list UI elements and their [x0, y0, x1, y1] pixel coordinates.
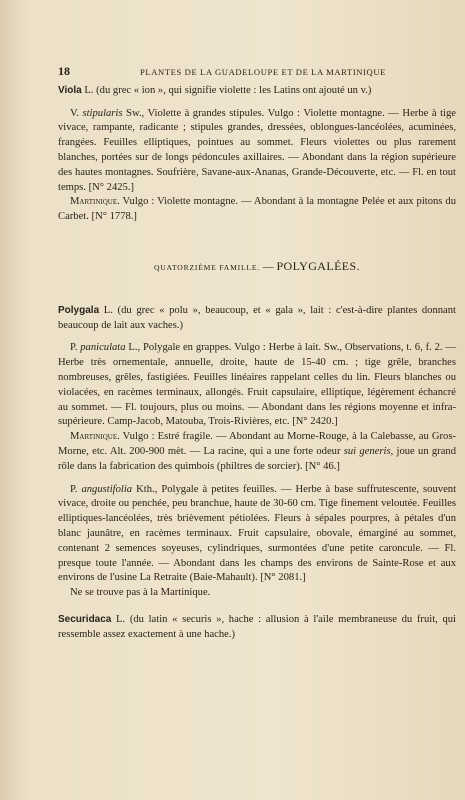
martinique-description: . Vulgo : Violette montagne. — Abondant à la montagne Pelée et aux pitons du Carbet. [N° 1778.] — [58, 196, 456, 223]
securidaca-genus-paragraph — [58, 613, 456, 643]
viola-genus-paragraph — [58, 84, 456, 99]
species-paragraph-polygala-paniculata — [58, 341, 456, 430]
species-description: L., Polygale en grappes. Vulgo : Herbe à lait. Sw., Observations, t. 6, f. 2. — Herbe très ornementale, annuelle, droite, haute de 15-40 cm. ; tige grêle, branches nombreuses, grêles, fastigiées. Feuilles linéaires rappelant celles du lin. Fleurs blanches ou violacées, en racèmes terminaux, allongés. Fruit capsulaire, elliptique, légèrement échancré au sommet. — Fl. toujours, plus ou moins. — Abondant dans les régions moyenne et infra-supérieure. Camp-Jacob, Matouba, Trois-Rivières, etc. [N° 2420.] — [58, 342, 457, 428]
genus-name: Polygala — [58, 304, 100, 316]
family-label: QUATORZIÈME FAMILLE. — [153, 262, 260, 272]
martinique-paragraph-polygala — [58, 430, 456, 474]
genus-description: L. (du grec « polu », beaucoup, et « gala », lait : c'est-à-dire plantes donnant beaucoup de lait aux vaches.) — [58, 304, 456, 331]
martinique-description-part-2: , joue un grand rôle dans la fabrication des quimbois (philtres de sorcier). [N° 46.] — [58, 445, 456, 472]
genus-description: L. (du latin « securis », hache : allusion à l'aile membraneuse du fruit, qui ressemble assez exactement à une hache.) — [58, 613, 456, 640]
family-dash: — — [259, 260, 277, 273]
species-lead: P. — [70, 483, 82, 495]
family-heading — [58, 259, 456, 276]
species-name: stipularis — [82, 107, 123, 119]
place-name: Martinique — [70, 196, 118, 208]
family-name: POLYGALÉES. — [276, 258, 361, 273]
species-lead: P. — [70, 342, 81, 354]
species-description: Kth., Polygale à petites feuilles. — Herbe à base suffrutescente, souvent vivace, droite ou penchée, peu branchue, haute de 30-60 cm. Tige finement veloutée. Feuilles elliptiques-lancéolées, très brièvement pétiolées. Fleurs à sépales pourpres, à pétales d'un blanc jaunâtre, en racèmes terminaux. Fruit capsulaire, obovale, émarginé au sommet, contenant 2 semences soyeuses, cylindriques, surmontées d'une petite caroncule. — Fl. presque toute l'année. — Abondant dans les champs des environs de Sainte-Rose et aux environs de l'usine La Retraite (Baie-Mahault). [N° 2081.] — [58, 483, 457, 584]
genus-name: Securidaca — [58, 613, 112, 625]
species-paragraph-viola-stipularis — [58, 107, 456, 196]
genus-name: Viola — [58, 84, 82, 96]
species-paragraph-polygala-angustifolia — [58, 483, 456, 587]
page-number: 18 — [58, 64, 70, 78]
place-name: Martinique — [70, 431, 118, 443]
page-content — [58, 64, 456, 643]
martinique-paragraph-viola — [58, 195, 456, 225]
species-name: angustifolia — [81, 483, 133, 495]
latin-phrase: sui generis — [343, 445, 391, 457]
species-name: paniculata — [80, 342, 126, 354]
polygala-genus-paragraph — [58, 304, 456, 334]
running-title: PLANTES DE LA GUADELOUPE ET DE LA MARTINIQUE — [139, 67, 387, 77]
species-description: Sw., Violette à grandes stipules. Vulgo : Violette montagne. — Herbe à tige vivace, rampante, radicante ; stipules grandes, dressées, oblongues-lancéolées, acuminées, frangées. Feuilles elliptiques, pointues au sommet. Fleurs violettes ou plus rarement blanches, portées sur de longs pédoncules axillaires. — Abondant dans la région supérieure des hautes montagnes. Soufrière, Savane-aux-Ananas, Grande-Découverte, etc. — Fl. en tout temps. [N° 2425.] — [58, 107, 456, 193]
page-header — [58, 64, 456, 80]
distribution-note: Ne se trouve pas à la Martinique. — [70, 587, 211, 599]
species-lead: V. — [70, 107, 83, 119]
genus-description: L. (du grec « ion », qui signifie violette : les Latins ont ajouté un v.) — [81, 84, 372, 96]
martinique-description-part-1: . Vulgo : Estré fragile. — Abondant au Morne-Rouge, à la Calebasse, au Gros-Morne, etc. Alt. 200-900 mèt. — La racine, qui a une forte odeur — [58, 431, 456, 457]
